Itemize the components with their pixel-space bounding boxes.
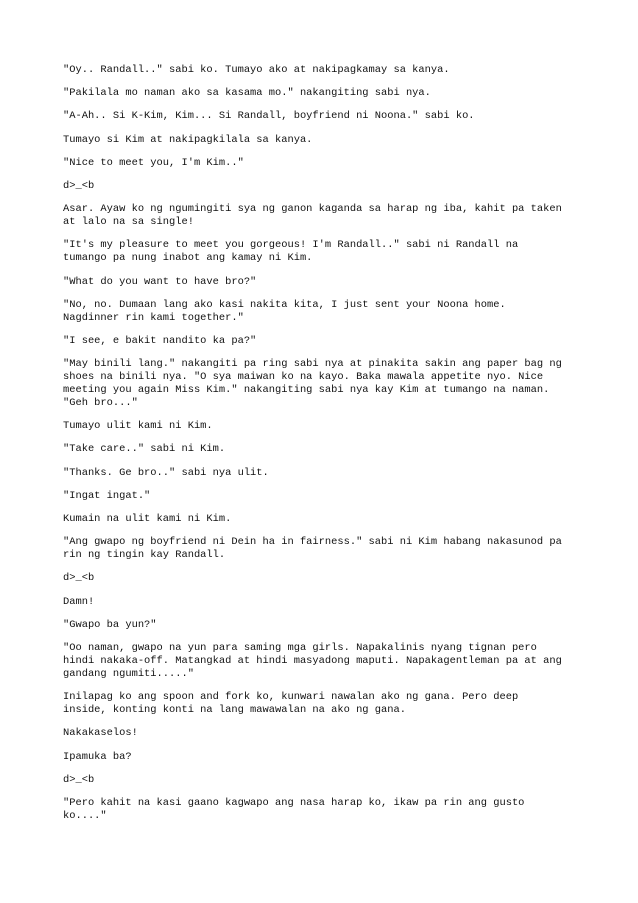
paragraph: Asar. Ayaw ko ng ngumingiti sya ng ganon kaganda sa harap ng iba, kahit pa taken at lalo na sa single! — [63, 203, 562, 229]
paragraph: "Nice to meet you, I'm Kim.." — [63, 156, 244, 169]
paragraph: "Oo naman, gwapo na yun para saming mga girls. Napakalinis nyang tignan pero hindi nakaka-off. Matangkad at hindi masyadong maputi. Napakagentleman pa at ang gandang ngumiti....." — [63, 641, 562, 680]
paragraph: Ipamuka ba? — [63, 750, 132, 763]
paragraph: "No, no. Dumaan lang ako kasi nakita kita, I just sent your Noona home. Nagdinner rin kami together." — [63, 298, 506, 324]
paragraph: "I see, e bakit nandito ka pa?" — [63, 334, 257, 347]
paragraph: Damn! — [63, 595, 95, 608]
paragraph: "A-Ah.. Si K-Kim, Kim... Si Randall, boyfriend ni Noona." sabi ko. — [63, 110, 475, 123]
paragraph: "Pakilala mo naman ako sa kasama mo." nakangiting sabi nya. — [63, 87, 431, 100]
paragraph: Tumayo ulit kami ni Kim. — [63, 420, 213, 433]
paragraph: d>_<b — [63, 773, 95, 786]
paragraph: "It's my pleasure to meet you gorgeous! I'm Randall.." sabi ni Randall na tumango pa nung inabot ang kamay ni Kim. — [63, 239, 519, 265]
paragraph: d>_<b — [63, 179, 95, 192]
paragraph: Nakakaselos! — [63, 727, 138, 740]
paragraph: "What do you want to have bro?" — [63, 275, 257, 288]
paragraph: Kumain na ulit kami ni Kim. — [63, 513, 232, 525]
document-body — [63, 64, 583, 833]
paragraph: "Pero kahit na kasi gaano kagwapo ang nasa harap ko, ikaw pa rin ang gusto ko...." — [63, 796, 525, 822]
paragraph: Inilapag ko ang spoon and fork ko, kunwari nawalan ako ng gana. Pero deep inside, konting konti na lang mawawalan na ako ng gana. — [63, 691, 519, 717]
paragraph: "Ingat ingat." — [63, 489, 151, 502]
paragraph: "Take care.." sabi ni Kim. — [63, 443, 226, 456]
paragraph: Tumayo si Kim at nakipagkilala sa kanya. — [63, 133, 313, 146]
paragraph: "Ang gwapo ng boyfriend ni Dein ha in fairness." sabi ni Kim habang nakasunod pa rin ng tingin kay Randall. — [63, 536, 562, 562]
paragraph: "Oy.. Randall.." sabi ko. Tumayo ako at nakipagkamay sa kanya. — [63, 64, 450, 76]
paragraph: "Thanks. Ge bro.." sabi nya ulit. — [63, 466, 269, 479]
paragraph: "May binili lang." nakangiti pa ring sabi nya at pinakita sakin ang paper bag ng shoes na binili nya. "O sya maiwan ko na kayo. Baka mawala appetite nyo. Nice meeting you again Miss Kim." nakangiting sabi nya kay Kim at tumango na naman. "Geh bro..." — [63, 358, 562, 410]
paragraph: "Gwapo ba yun?" — [63, 618, 157, 631]
paragraph: d>_<b — [63, 572, 95, 585]
